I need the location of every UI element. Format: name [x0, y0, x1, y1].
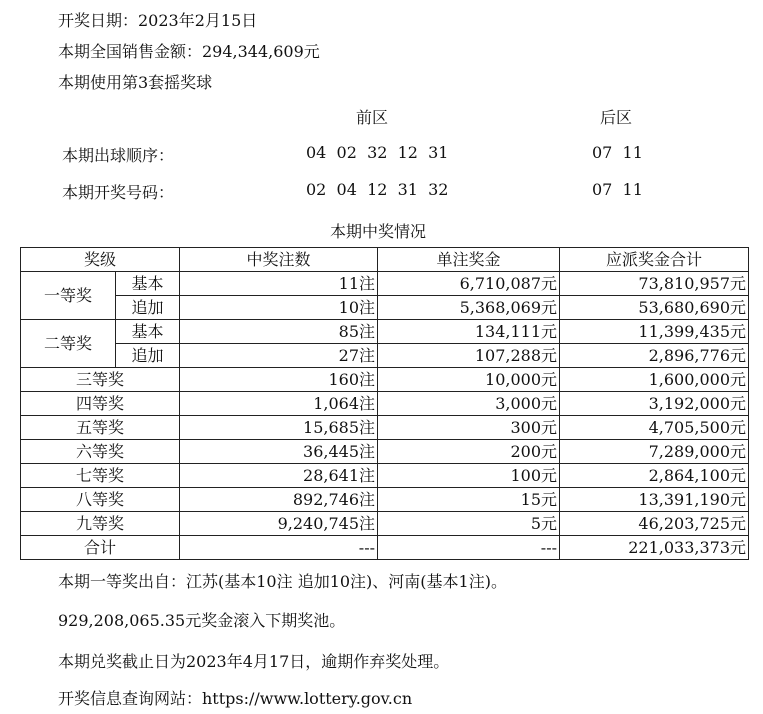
ball-set: 本期使用第3套摇奖球 [58, 73, 213, 92]
table-row [21, 464, 749, 488]
header-level: 奖级 [21, 248, 180, 272]
prize-cell: 100元 [378, 464, 560, 488]
total-cell: 2,864,100元 [560, 464, 749, 488]
query-website: 开奖信息查询网站：https://www.lottery.gov.cn [58, 689, 413, 708]
count-cell: 160注 [180, 368, 378, 392]
header-prize: 单注奖金 [378, 248, 560, 272]
table-row [21, 488, 749, 512]
level-cell: 九等奖 [21, 512, 180, 536]
prize-cell: 107,288元 [378, 344, 560, 368]
winning-numbers-label: 本期开奖号码： [62, 183, 175, 202]
winning-numbers-back: 07 11 [592, 180, 643, 199]
draw-date: 开奖日期：2023年2月15日 [58, 11, 258, 30]
total-cell: 46,203,725元 [560, 512, 749, 536]
total-cell: 1,600,000元 [560, 368, 749, 392]
total-cell: 53,680,690元 [560, 296, 749, 320]
total-cell: 73,810,957元 [560, 272, 749, 296]
table-row [21, 320, 749, 344]
first-prize-origin: 本期一等奖出自：江苏(基本10注 追加10注)、河南(基本1注)。 [58, 572, 507, 591]
prize-cell: 300元 [378, 416, 560, 440]
claim-deadline: 本期兑奖截止日为2023年4月17日，逾期作弃奖处理。 [58, 652, 450, 671]
table-row [21, 296, 749, 320]
table-row [21, 392, 749, 416]
count-cell: 85注 [180, 320, 378, 344]
draw-order-back: 07 11 [592, 143, 643, 162]
table-row [21, 440, 749, 464]
front-zone-label: 前区 [356, 108, 389, 127]
level-cell: 八等奖 [21, 488, 180, 512]
prize-cell: 3,000元 [378, 392, 560, 416]
table-row [21, 344, 749, 368]
table-header-row [21, 248, 749, 272]
level-cell: 二等奖 [21, 320, 116, 368]
sub-level-cell: 基本 [116, 320, 180, 344]
prize-cell: 15元 [378, 488, 560, 512]
sum-prize: --- [378, 536, 560, 560]
jackpot-rollover: 929,208,065.35元奖金滚入下期奖池。 [58, 611, 346, 630]
level-cell: 六等奖 [21, 440, 180, 464]
table-row [21, 368, 749, 392]
total-cell: 4,705,500元 [560, 416, 749, 440]
count-cell: 28,641注 [180, 464, 378, 488]
prize-cell: 5元 [378, 512, 560, 536]
total-cell: 13,391,190元 [560, 488, 749, 512]
count-cell: 11注 [180, 272, 378, 296]
total-cell: 11,399,435元 [560, 320, 749, 344]
table-row [21, 272, 749, 296]
prize-cell: 6,710,087元 [378, 272, 560, 296]
count-cell: 10注 [180, 296, 378, 320]
total-cell: 7,289,000元 [560, 440, 749, 464]
winning-numbers-front: 02 04 12 31 32 [306, 180, 449, 199]
table-sum-row [21, 536, 749, 560]
total-cell: 2,896,776元 [560, 344, 749, 368]
sub-level-cell: 追加 [116, 344, 180, 368]
table-row [21, 512, 749, 536]
count-cell: 27注 [180, 344, 378, 368]
count-cell: 15,685注 [180, 416, 378, 440]
sum-count: --- [180, 536, 378, 560]
sub-level-cell: 基本 [116, 272, 180, 296]
level-cell: 七等奖 [21, 464, 180, 488]
prize-table [20, 247, 749, 560]
prize-cell: 10,000元 [378, 368, 560, 392]
header-total: 应派奖金合计 [560, 248, 749, 272]
table-row [21, 416, 749, 440]
count-cell: 9,240,745注 [180, 512, 378, 536]
back-zone-label: 后区 [600, 108, 633, 127]
header-count: 中奖注数 [180, 248, 378, 272]
prize-cell: 134,111元 [378, 320, 560, 344]
sum-total: 221,033,373元 [560, 536, 749, 560]
table-title: 本期中奖情况 [330, 222, 427, 241]
level-cell: 三等奖 [21, 368, 180, 392]
count-cell: 892,746注 [180, 488, 378, 512]
prize-cell: 200元 [378, 440, 560, 464]
draw-order-front: 04 02 32 12 31 [306, 143, 449, 162]
sub-level-cell: 追加 [116, 296, 180, 320]
draw-order-label: 本期出球顺序： [62, 146, 175, 165]
level-cell: 五等奖 [21, 416, 180, 440]
sum-label: 合计 [21, 536, 180, 560]
total-cell: 3,192,000元 [560, 392, 749, 416]
prize-cell: 5,368,069元 [378, 296, 560, 320]
count-cell: 1,064注 [180, 392, 378, 416]
sales-amount: 本期全国销售金额：294,344,609元 [58, 42, 320, 61]
level-cell: 一等奖 [21, 272, 116, 320]
count-cell: 36,445注 [180, 440, 378, 464]
level-cell: 四等奖 [21, 392, 180, 416]
